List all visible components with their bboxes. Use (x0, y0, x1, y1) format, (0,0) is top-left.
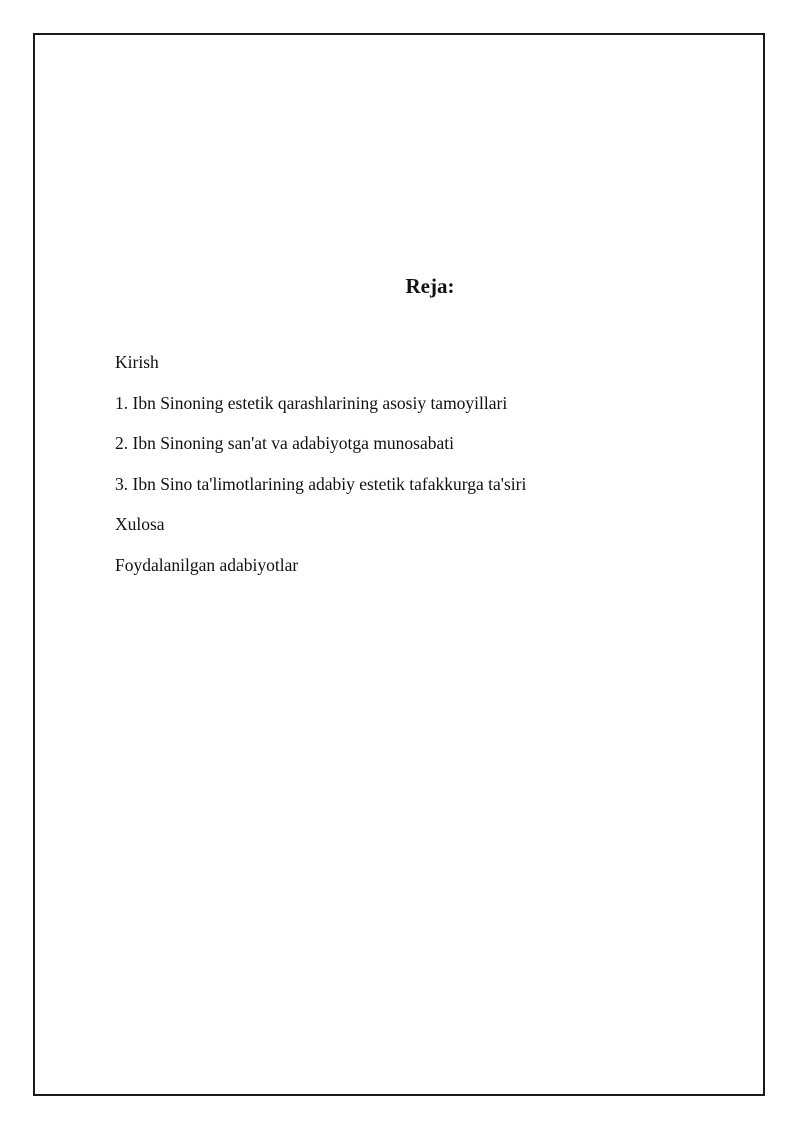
plan-item-introduction: Kirish (115, 352, 159, 372)
plan-item-conclusion: Xulosa (115, 514, 165, 534)
plan-item-3: 3. Ibn Sino ta'limotlarining adabiy estetik tafakkurga ta'siri (115, 473, 527, 494)
plan-list (115, 350, 526, 593)
page-title: Reja: (405, 274, 455, 298)
plan-item-1: 1. Ibn Sinoning estetik qarashlarining asosiy tamoyillari (115, 392, 508, 413)
plan-item-2: 2. Ibn Sinoning san'at va adabiyotga munosabati (115, 433, 454, 453)
plan-item-references: Foydalanilgan adabiyotlar (115, 554, 299, 575)
